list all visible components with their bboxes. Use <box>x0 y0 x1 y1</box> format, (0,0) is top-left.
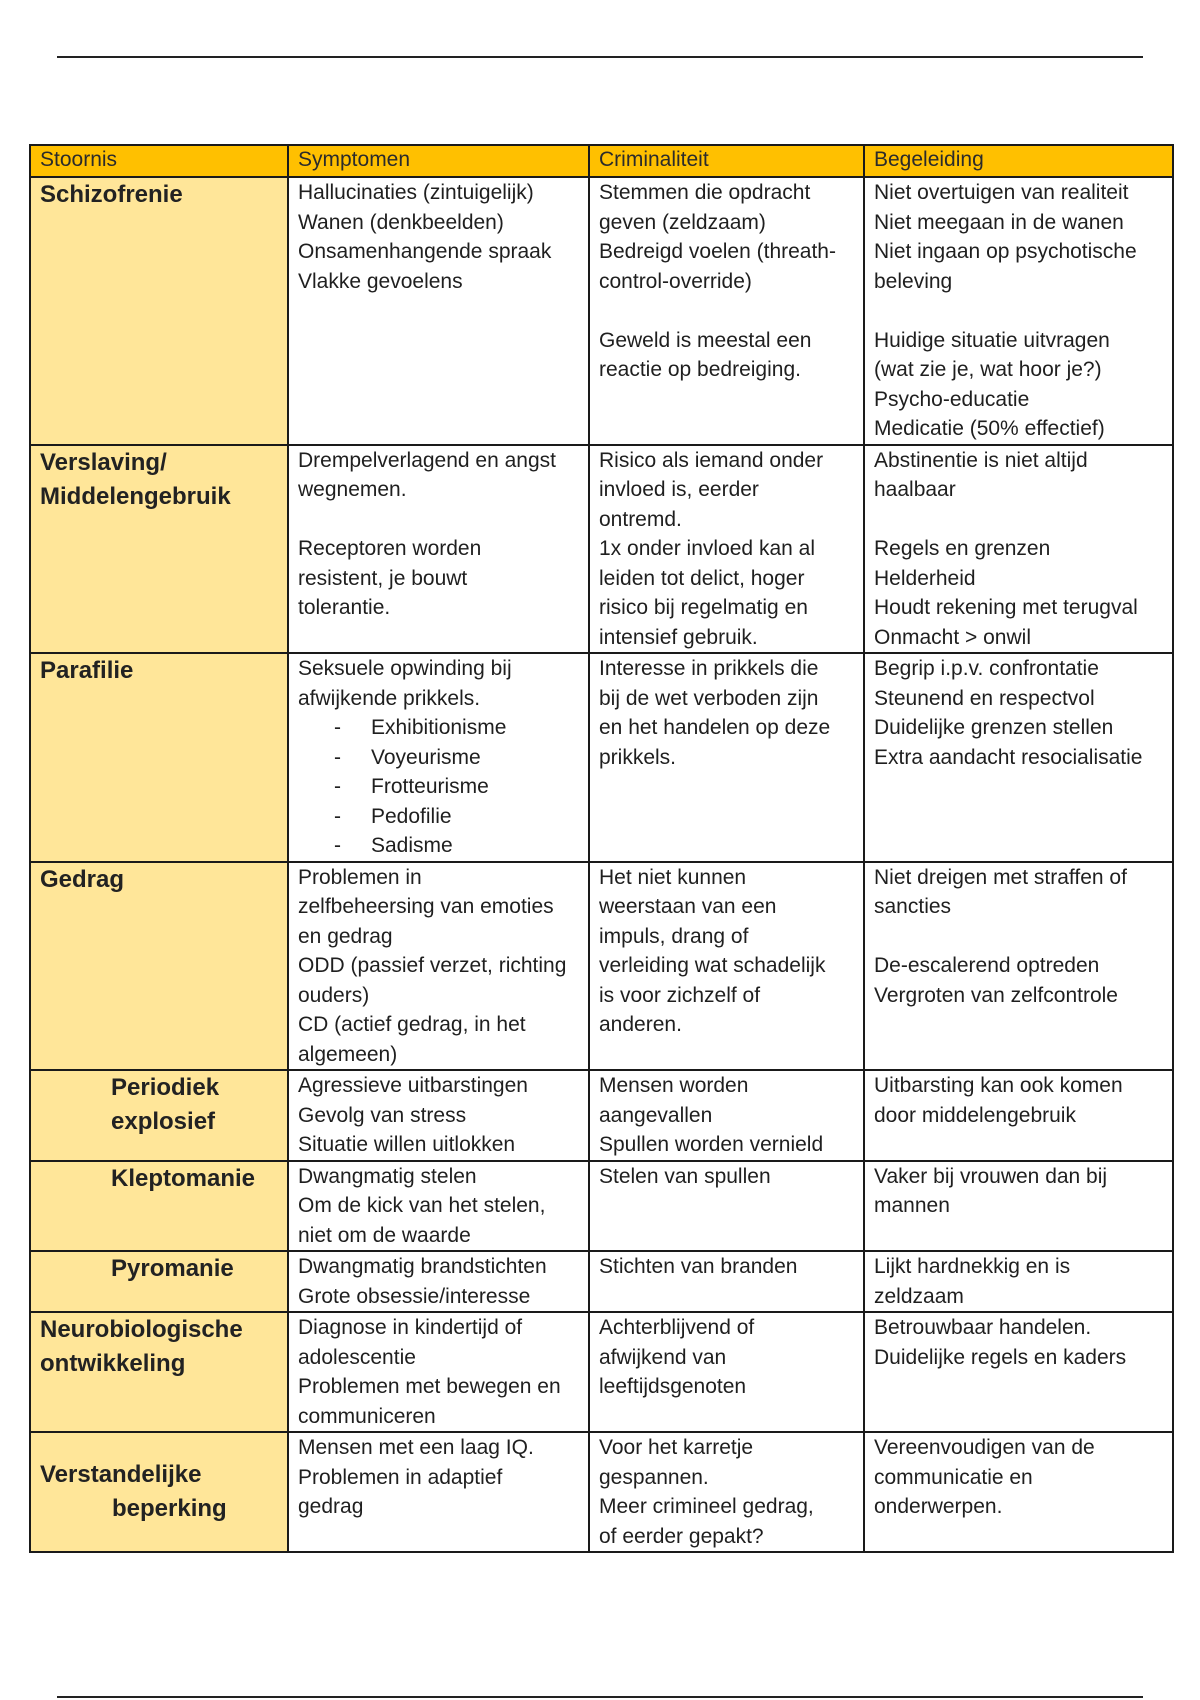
criminaliteit-line: aangevallen <box>599 1103 713 1127</box>
begeleiding-line: Medicatie (50% effectief) <box>874 417 1105 440</box>
disorder-name-cell <box>30 1161 288 1252</box>
table-header-row <box>30 145 1173 177</box>
criminaliteit-line: intensief gebruik. <box>599 625 758 649</box>
criminaliteit-line: Stichten van branden <box>599 1255 798 1278</box>
begeleiding-line: Vereenvoudigen van de <box>874 1436 1095 1459</box>
criminaliteit-line: en het handelen op deze <box>599 716 831 739</box>
begeleiding-cell <box>864 445 1173 654</box>
criminaliteit-line: leeftijdsgenoten <box>599 1375 747 1398</box>
criminaliteit-line: Mensen worden <box>599 1074 749 1097</box>
begeleiding-cell <box>864 1070 1173 1161</box>
criminaliteit-line: prikkels. <box>599 745 677 769</box>
criminaliteit-line: impuls, drang of <box>599 924 749 948</box>
criminaliteit-cell <box>589 1312 864 1432</box>
criminaliteit-line: Achterblijvend of <box>599 1316 755 1339</box>
criminaliteit-line: leiden tot delict, hoger <box>599 566 805 590</box>
disorder-name: explosief <box>111 1108 216 1135</box>
bullet-item <box>298 713 580 743</box>
bullet-item <box>298 831 580 861</box>
symptomen-line: adolescentie <box>298 1345 416 1369</box>
begeleiding-cell <box>864 1161 1173 1252</box>
disorder-name-cell <box>30 653 288 862</box>
symptomen-line: Situatie willen uitlokken <box>298 1133 516 1156</box>
criminaliteit-line: Risico als iemand onder <box>599 448 824 472</box>
symptomen-line: Onsamenhangende spraak <box>298 240 552 263</box>
begeleiding-line: Lijkt hardnekkig en is <box>874 1255 1071 1278</box>
bullet-text: Voyeurisme <box>371 745 481 769</box>
symptomen-cell <box>288 1070 589 1161</box>
symptomen-line <box>298 505 580 535</box>
begeleiding-cell <box>864 1251 1173 1312</box>
symptomen-line: CD (actief gedrag, in het <box>298 1013 526 1036</box>
symptomen-line: ouders) <box>298 983 370 1007</box>
criminaliteit-line <box>599 296 855 326</box>
begeleiding-line <box>874 922 1164 952</box>
criminaliteit-cell <box>589 653 864 862</box>
symptomen-line: Dwangmatig brandstichten <box>298 1255 547 1278</box>
criminaliteit-cell <box>589 445 864 654</box>
symptomen-cell <box>288 445 589 654</box>
disorder-name-cell <box>30 862 288 1071</box>
begeleiding-cell <box>864 862 1173 1071</box>
bullet-item <box>298 772 580 802</box>
criminaliteit-line: verleiding wat schadelijk <box>599 954 826 977</box>
symptomen-line: Drempelverlagend en angst <box>298 448 556 472</box>
symptomen-line: Om de kick van het stelen, <box>298 1194 546 1217</box>
criminaliteit-line: reactie op bedreiging. <box>599 358 801 381</box>
symptomen-line: en gedrag <box>298 924 393 948</box>
symptomen-line: Problemen in <box>298 865 422 889</box>
footer-rule <box>57 1696 1143 1698</box>
disorder-name: ontwikkeling <box>40 1350 186 1377</box>
disorder-name-cell <box>30 177 288 445</box>
bullet-text: Frotteurisme <box>371 775 489 798</box>
table-row <box>30 1312 1173 1432</box>
symptomen-line: Hallucinaties (zintuigelijk) <box>298 181 534 204</box>
begeleiding-line: Psycho-educatie <box>874 387 1030 411</box>
table-row <box>30 1251 1173 1312</box>
bullet-dash: - <box>334 775 341 798</box>
bullet-dash: - <box>334 716 341 739</box>
begeleiding-line: Niet dreigen met straffen of <box>874 865 1127 889</box>
criminaliteit-line: Geweld is meestal een <box>599 328 812 352</box>
symptomen-line: wegnemen. <box>298 478 407 501</box>
symptomen-line: Agressieve uitbarstingen <box>298 1074 528 1097</box>
symptomen-line: communiceren <box>298 1404 436 1428</box>
criminaliteit-cell <box>589 1251 864 1312</box>
disorder-name: Gedrag <box>40 865 125 893</box>
criminaliteit-line: Interesse in prikkels die <box>599 657 819 680</box>
criminaliteit-line: 1x onder invloed kan al <box>599 537 815 560</box>
criminaliteit-line: control-override) <box>599 269 752 293</box>
bullet-text: Pedofilie <box>371 804 452 828</box>
symptomen-line: Grote obsessie/interesse <box>298 1284 531 1308</box>
begeleiding-line: Vaker bij vrouwen dan bij <box>874 1164 1108 1188</box>
begeleiding-line: Onmacht > onwil <box>874 625 1031 649</box>
disorder-name: Verstandelijke <box>40 1461 202 1488</box>
disorder-name-cell <box>30 1251 288 1312</box>
symptomen-line: zelfbeheersing van emoties <box>298 895 554 918</box>
bullet-dash: - <box>334 834 341 857</box>
begeleiding-line: Duidelijke regels en kaders <box>874 1345 1127 1369</box>
header-rule <box>57 56 1143 58</box>
disorder-name: Schizofrenie <box>40 181 183 208</box>
symptomen-line: Receptoren worden <box>298 537 482 560</box>
symptomen-line: afwijkende prikkels. <box>298 686 481 710</box>
disorder-name-cell <box>30 1070 288 1161</box>
symptomen-cell <box>288 1161 589 1252</box>
criminaliteit-line: of eerder gepakt? <box>599 1524 764 1548</box>
disorder-name: Verslaving/ <box>40 448 167 476</box>
criminaliteit-line: Het niet kunnen <box>599 865 747 889</box>
disorder-table <box>29 144 1174 1553</box>
symptomen-line: ODD (passief verzet, richting <box>298 954 567 977</box>
disorder-name: Neurobiologische <box>40 1316 243 1343</box>
criminaliteit-line: anderen. <box>599 1013 682 1036</box>
begeleiding-line: Vergroten van zelfcontrole <box>874 983 1118 1007</box>
symptomen-line: Problemen in adaptief <box>298 1465 503 1489</box>
symptomen-cell <box>288 1312 589 1432</box>
symptomen-cell <box>288 1251 589 1312</box>
symptomen-cell <box>288 653 589 862</box>
table-row <box>30 177 1173 445</box>
symptomen-line: Diagnose in kindertijd of <box>298 1316 523 1339</box>
bullet-item <box>298 743 580 773</box>
begeleiding-line: Niet meegaan in de wanen <box>874 210 1124 234</box>
bullet-dash: - <box>334 745 341 769</box>
begeleiding-line: De-escalerend optreden <box>874 954 1100 977</box>
symptomen-line: Seksuele opwinding bij <box>298 657 512 680</box>
criminaliteit-line: Meer crimineel gedrag, <box>599 1495 814 1518</box>
table-row <box>30 1070 1173 1161</box>
begeleiding-line: Extra aandacht resocialisatie <box>874 745 1143 769</box>
symptomen-line: Mensen met een laag IQ. <box>298 1436 534 1459</box>
symptomen-cell <box>288 1432 589 1552</box>
begeleiding-line <box>874 296 1164 326</box>
begeleiding-line: Betrouwbaar handelen. <box>874 1316 1092 1339</box>
symptomen-line: Vlakke gevoelens <box>298 269 463 293</box>
begeleiding-line: Begrip i.p.v. confrontatie <box>874 657 1099 680</box>
criminaliteit-cell <box>589 1161 864 1252</box>
disorder-name: beperking <box>112 1495 227 1522</box>
disorder-name: Kleptomanie <box>111 1164 256 1192</box>
criminaliteit-line: gespannen. <box>599 1465 709 1489</box>
column-header-stoornis: Stoornis <box>30 145 288 177</box>
begeleiding-line: Abstinentie is niet altijd <box>874 448 1088 472</box>
begeleiding-line: Niet ingaan op psychotische <box>874 240 1137 263</box>
column-header-criminaliteit: Criminaliteit <box>589 145 864 177</box>
begeleiding-line: sancties <box>874 895 952 918</box>
begeleiding-line: Duidelijke grenzen stellen <box>874 716 1114 739</box>
criminaliteit-line: ontremd. <box>599 507 682 531</box>
begeleiding-line: Niet overtuigen van realiteit <box>874 181 1129 204</box>
criminaliteit-line: Stemmen die opdracht <box>599 181 811 204</box>
disorder-name-cell <box>30 445 288 654</box>
criminaliteit-cell <box>589 862 864 1071</box>
begeleiding-line: Huidige situatie uitvragen <box>874 328 1110 352</box>
begeleiding-line: Houdt rekening met terugval <box>874 596 1138 619</box>
criminaliteit-line: Voor het karretje <box>599 1436 754 1459</box>
disorder-name: Pyromanie <box>111 1255 234 1282</box>
criminaliteit-cell <box>589 177 864 445</box>
symptomen-line: Dwangmatig stelen <box>298 1164 477 1188</box>
symptomen-line: algemeen) <box>298 1042 398 1066</box>
symptomen-line: Problemen met bewegen en <box>298 1375 561 1398</box>
begeleiding-line: (wat zie je, wat hoor je?) <box>874 358 1102 381</box>
symptomen-line: Wanen (denkbeelden) <box>298 210 504 234</box>
begeleiding-line: zeldzaam <box>874 1284 964 1308</box>
criminaliteit-line: risico bij regelmatig en <box>599 596 808 619</box>
bullet-dash: - <box>334 804 341 828</box>
criminaliteit-line: afwijkend van <box>599 1345 727 1369</box>
begeleiding-cell <box>864 1432 1173 1552</box>
table-row <box>30 1432 1173 1552</box>
table-row <box>30 653 1173 862</box>
disorder-name: Parafilie <box>40 657 134 684</box>
begeleiding-line: onderwerpen. <box>874 1495 1003 1518</box>
begeleiding-cell <box>864 177 1173 445</box>
bullet-text: Sadisme <box>371 834 453 857</box>
symptomen-line: resistent, je bouwt <box>298 566 468 590</box>
criminaliteit-line: Spullen worden vernield <box>599 1133 824 1156</box>
begeleiding-line: Regels en grenzen <box>874 537 1051 560</box>
begeleiding-line: Steunend en respectvol <box>874 686 1095 710</box>
symptomen-line: Gevolg van stress <box>298 1103 467 1127</box>
bullet-item <box>298 802 580 832</box>
criminaliteit-line: Bedreigd voelen (threath- <box>599 240 836 263</box>
begeleiding-line: beleving <box>874 269 953 293</box>
symptomen-cell <box>288 862 589 1071</box>
criminaliteit-line: bij de wet verboden zijn <box>599 686 819 710</box>
symptomen-line: niet om de waarde <box>298 1223 471 1247</box>
symptomen-line: gedrag <box>298 1495 364 1518</box>
begeleiding-line: door middelengebruik <box>874 1103 1076 1127</box>
criminaliteit-line: Stelen van spullen <box>599 1164 771 1188</box>
begeleiding-line: Uitbarsting kan ook komen <box>874 1074 1123 1097</box>
column-header-symptomen: Symptomen <box>288 145 589 177</box>
column-header-begeleiding: Begeleiding <box>864 145 1173 177</box>
disorder-name: Periodiek <box>111 1074 220 1101</box>
begeleiding-line: mannen <box>874 1194 950 1217</box>
disorder-name-cell <box>30 1312 288 1432</box>
begeleiding-cell <box>864 653 1173 862</box>
table-row <box>30 445 1173 654</box>
disorder-name: Middelengebruik <box>40 482 231 510</box>
begeleiding-cell <box>864 1312 1173 1432</box>
table-row <box>30 1161 1173 1252</box>
criminaliteit-line: weerstaan van een <box>599 895 777 918</box>
table-row <box>30 862 1173 1071</box>
criminaliteit-cell <box>589 1432 864 1552</box>
begeleiding-line: haalbaar <box>874 478 956 501</box>
criminaliteit-line: invloed is, eerder <box>599 478 759 501</box>
table-body <box>30 177 1173 1552</box>
disorder-name-cell <box>30 1432 288 1552</box>
begeleiding-line: communicatie en <box>874 1465 1033 1489</box>
symptomen-cell <box>288 177 589 445</box>
begeleiding-line <box>874 505 1164 535</box>
criminaliteit-cell <box>589 1070 864 1161</box>
criminaliteit-line: is voor zichzelf of <box>599 983 761 1007</box>
symptomen-line: tolerantie. <box>298 596 391 619</box>
begeleiding-line: Helderheid <box>874 566 976 590</box>
bullet-text: Exhibitionisme <box>371 716 507 739</box>
criminaliteit-line: geven (zeldzaam) <box>599 210 766 234</box>
